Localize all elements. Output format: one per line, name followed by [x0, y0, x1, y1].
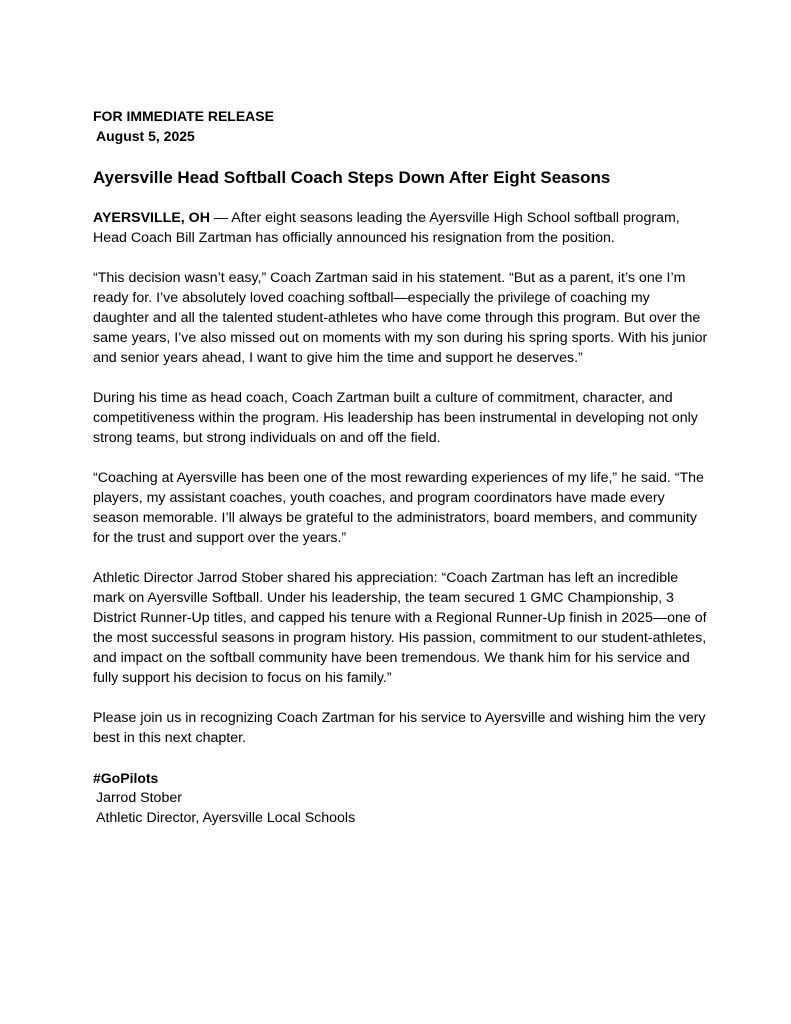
coach-quote-paragraph: “Coaching at Ayersville has been one of the most rewarding experiences of my life,” he said. “The players, my assistant coaches, youth coaches, and program coordinators have made every season memorable. I’ll always be grateful to the administrators, board members, and community for the trust and support over the years.” [93, 470, 704, 546]
quote-paragraph: “This decision wasn’t easy,” Coach Zartman said in his statement. “But as a parent, it’s one I’m ready for. I’ve absolutely loved coaching softball—especially the privilege of coaching my daughter and all the talented student-athletes who have come through this program. But over the same years, I’ve also missed out on moments with my son during his spring sports. With his junior and senior years ahead, I want to give him the time and support he deserves.” [93, 270, 708, 366]
release-label: FOR IMMEDIATE RELEASE [93, 108, 274, 124]
release-date: August 5, 2025 [96, 128, 195, 144]
signer-title: Athletic Director, Ayersville Local Schools [96, 810, 356, 826]
closing-paragraph: Please join us in recognizing Coach Zartman for his service to Ayersville and wishing him the very best in this next chapter. [93, 710, 706, 746]
dateline: AYERSVILLE, OH [93, 210, 210, 226]
intro-text: — After eight seasons leading the Ayersville High School softball program, Head Coach Bill Zartman has officially announced his resignation from the position. [93, 210, 680, 246]
headline: Ayersville Head Softball Coach Steps Down After Eight Seasons [93, 168, 611, 187]
athletic-director-paragraph: Athletic Director Jarrod Stober shared his appreciation: “Coach Zartman has left an incredible mark on Ayersville Softball. Under his leadership, the team secured 1 GMC Championship, 3 District Runner-Up titles, and capped his tenure with a Regional Runner-Up finish in 2025—one of the most successful seasons in program history. His passion, commitment to our student-athletes, and impact on the softball community have been tremendous. We thank him for his service and fully support his decision to focus on his family.” [93, 570, 707, 686]
signer-name: Jarrod Stober [96, 790, 182, 806]
intro-paragraph [93, 208, 708, 248]
legacy-paragraph: During his time as head coach, Coach Zartman built a culture of commitment, character, and competitiveness within the program. His leadership has been instrumental in developing not only strong teams, but strong individuals on and off the field. [93, 390, 698, 446]
hashtag: #GoPilots [93, 770, 159, 786]
press-release [93, 106, 708, 828]
